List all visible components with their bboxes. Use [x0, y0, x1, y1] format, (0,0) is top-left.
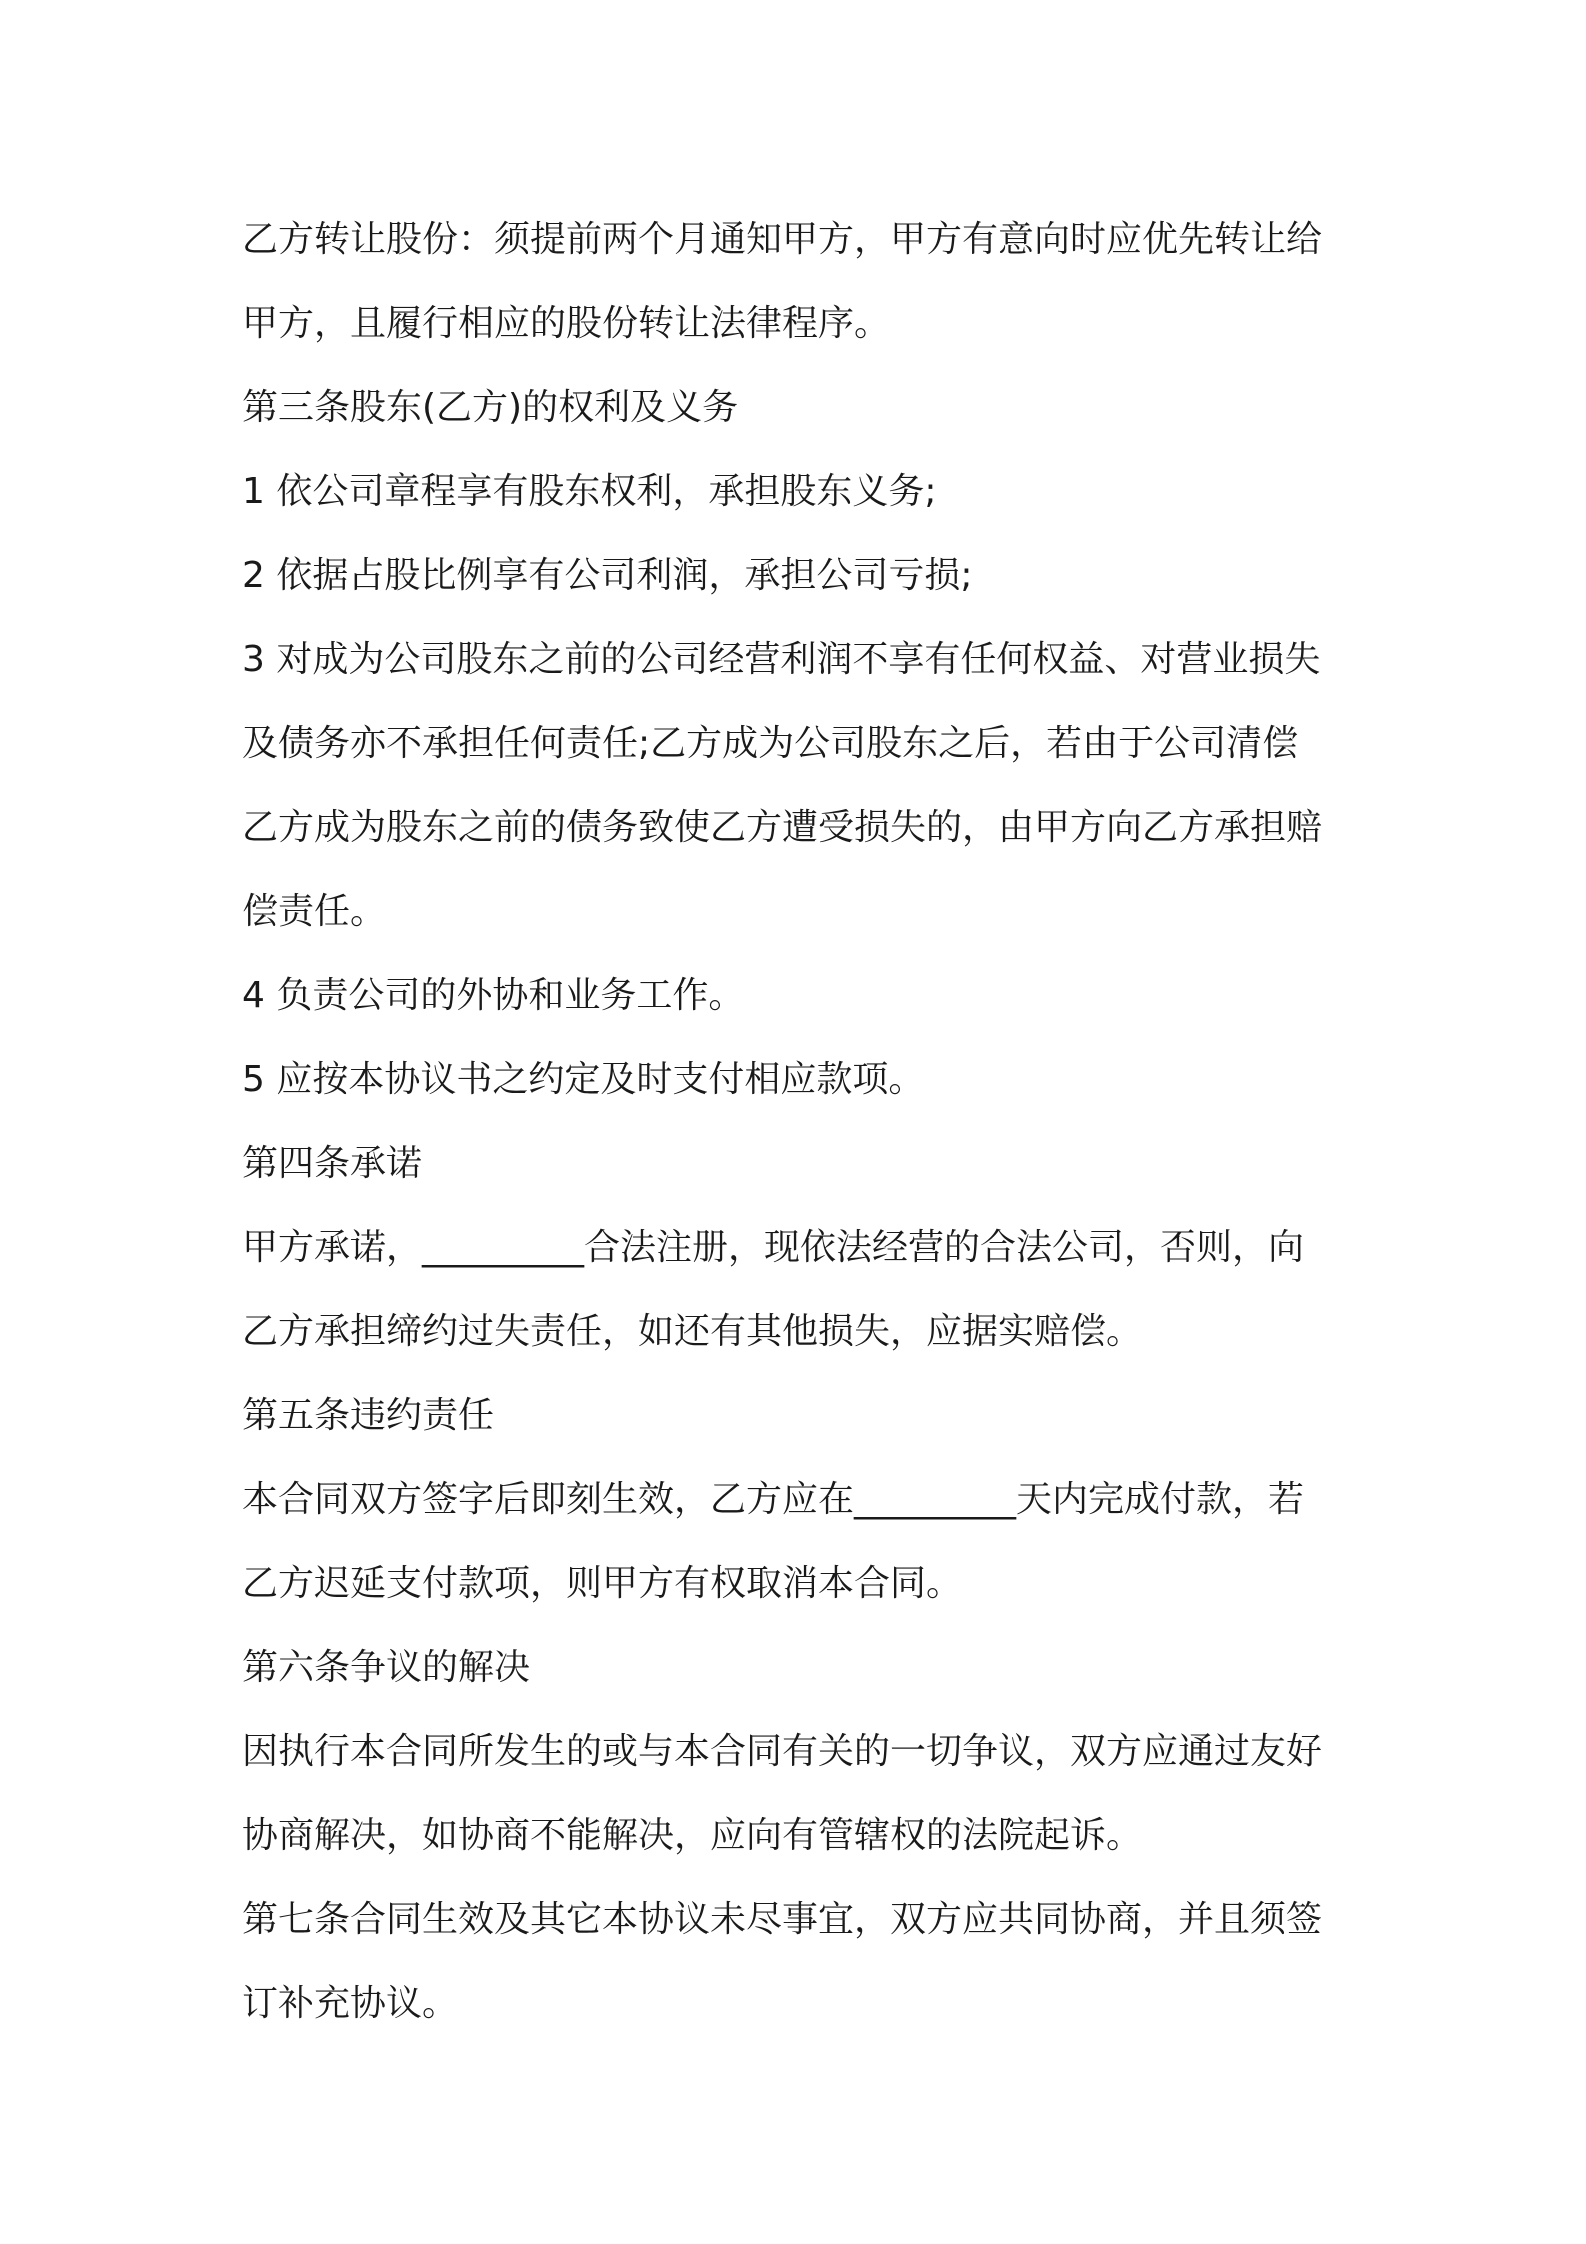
text-line: 2 依据占股比例享有公司利润，承担公司亏损;: [242, 555, 973, 596]
item-3-5: [242, 1038, 1362, 1122]
heading-article-5: [242, 1374, 1362, 1458]
text-line: 第五条违约责任: [242, 1395, 495, 1436]
para-article-4: [242, 1206, 1362, 1374]
text-line: 1 依公司章程享有股东权利，承担股东义务;: [242, 471, 937, 512]
heading-article-4: [242, 1122, 1362, 1206]
para-article-6: [242, 1710, 1362, 1878]
para-article-7: [242, 1878, 1362, 2046]
text-line: 5 应按本协议书之约定及时支付相应款项。: [242, 1059, 925, 1100]
para-article-5: [242, 1458, 1362, 1626]
text-line: 第七条合同生效及其它本协议未尽事宜，双方应共同协商，并且须签: [242, 1899, 1323, 1940]
text-line: 本合同双方签字后即刻生效，乙方应在_________天内完成付款，若: [242, 1479, 1305, 1520]
para-transfer-shares: [242, 198, 1362, 366]
text-line: 乙方转让股份：须提前两个月通知甲方，甲方有意向时应优先转让给: [242, 219, 1323, 260]
text-line: 3 对成为公司股东之前的公司经营利润不享有任何权益、对营业损失: [242, 639, 1321, 680]
text-line: 第六条争议的解决: [242, 1647, 531, 1688]
text-line: 甲方承诺，_________合法注册，现依法经营的合法公司，否则，向: [242, 1227, 1305, 1268]
item-3-1: [242, 450, 1362, 534]
text-line: 4 负责公司的外协和业务工作。: [242, 975, 745, 1016]
text-line: 甲方，且履行相应的股份转让法律程序。: [242, 303, 891, 344]
item-3-3: [242, 618, 1362, 954]
text-line: 协商解决，如协商不能解决，应向有管辖权的法院起诉。: [242, 1815, 1143, 1856]
text-line: 因执行本合同所发生的或与本合同有关的一切争议，双方应通过友好: [242, 1731, 1323, 1772]
text-line: 第三条股东(乙方)的权利及义务: [242, 387, 739, 428]
item-3-2: [242, 534, 1362, 618]
text-line: 订补充协议。: [242, 1983, 459, 2024]
text-line: 乙方承担缔约过失责任，如还有其他损失，应据实赔偿。: [242, 1311, 1143, 1352]
text-line: 偿责任。: [242, 891, 387, 932]
heading-article-6: [242, 1626, 1362, 1710]
item-3-4: [242, 954, 1362, 1038]
text-line: 及债务亦不承担任何责任;乙方成为公司股东之后，若由于公司清偿: [242, 723, 1299, 764]
text-line: 第四条承诺: [242, 1143, 423, 1184]
heading-article-3: [242, 366, 1362, 450]
text-line: 乙方迟延支付款项，则甲方有权取消本合同。: [242, 1563, 963, 1604]
document-body: [242, 198, 1362, 2046]
text-line: 乙方成为股东之前的债务致使乙方遭受损失的，由甲方向乙方承担赔: [242, 807, 1323, 848]
